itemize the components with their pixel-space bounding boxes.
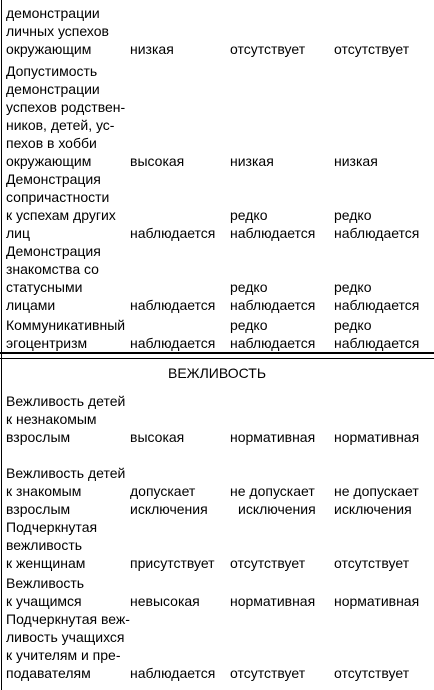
- cell-text: наблюдается: [130, 335, 216, 351]
- label-line: Коммуникативный: [6, 317, 126, 333]
- label-line: лиц: [6, 225, 31, 241]
- cell-text: редко: [230, 207, 268, 223]
- row-label: [6, 4, 130, 58]
- cell-tatar: [130, 224, 230, 242]
- cell-text: редко: [334, 279, 372, 295]
- cell-text: нормативная: [230, 429, 316, 445]
- cell-text: наблюдается: [230, 297, 316, 313]
- row-label: [6, 574, 130, 610]
- cell-russian: [230, 206, 334, 242]
- label-line: вежливость: [6, 537, 83, 553]
- cell-text: наблюдается: [334, 225, 420, 241]
- cell-text: нормативная: [230, 593, 316, 609]
- cell-tatar: [130, 592, 230, 610]
- cell-russian: [230, 278, 334, 314]
- table-row: [0, 170, 434, 242]
- cell-text: редко: [230, 317, 268, 333]
- label-line: ников, детей, ус-: [6, 117, 115, 133]
- cell-text: редко: [230, 279, 268, 295]
- label-line: личных успехов: [6, 23, 109, 39]
- cell-text: наблюдается: [230, 335, 316, 351]
- label-line: к знакомым: [6, 483, 82, 499]
- cell-text: отсутствует: [334, 41, 410, 57]
- table-row: [0, 242, 434, 314]
- cell-text: низкая: [130, 41, 174, 57]
- label-line: к учащимся: [6, 593, 82, 609]
- label-line: к женщинам: [6, 555, 86, 571]
- table-row: [0, 316, 434, 352]
- label-line: к успехам других: [6, 207, 116, 223]
- label-line: сопричастности: [6, 189, 110, 205]
- cell-text: исключения: [334, 501, 412, 517]
- cell-other: [334, 482, 434, 518]
- label-line: Допустимость: [6, 63, 98, 79]
- cell-other: [334, 40, 434, 58]
- cell-russian: [230, 554, 334, 572]
- cell-other: [334, 664, 434, 682]
- cell-russian: [230, 592, 334, 610]
- cell-text: наблюдается: [130, 225, 216, 241]
- cell-text: низкая: [230, 153, 274, 169]
- cell-russian: [230, 428, 334, 446]
- label-line: демонстрации: [6, 5, 100, 21]
- label-line: Подчеркнутая веж-: [6, 611, 130, 627]
- cell-tatar: [130, 554, 230, 572]
- cell-other: [334, 428, 434, 446]
- cell-text: присутствует: [130, 555, 215, 571]
- label-line: успехов родствен-: [6, 99, 126, 115]
- row-label: [6, 62, 130, 170]
- label-line: взрослым: [6, 501, 71, 517]
- cell-russian: [230, 316, 334, 352]
- cell-text: исключения: [238, 501, 316, 517]
- label-line: окружающим: [6, 153, 92, 169]
- label-line: пехов в хобби: [6, 135, 97, 151]
- cell-russian: [230, 482, 334, 518]
- label-line: Демонстрация: [6, 243, 101, 259]
- label-line: к учителям и пре-: [6, 647, 121, 663]
- cell-text: допускает: [130, 483, 196, 499]
- cell-tatar: [130, 428, 230, 446]
- label-line: ливость учащихся: [6, 629, 125, 645]
- cell-text: невысокая: [130, 593, 200, 609]
- cell-text: наблюдается: [334, 297, 420, 313]
- cell-russian: [230, 152, 334, 170]
- cell-russian: [230, 664, 334, 682]
- cell-text: редко: [334, 317, 372, 333]
- cell-text: наблюдается: [130, 297, 216, 313]
- row-label: [6, 170, 130, 242]
- cell-text: редко: [334, 207, 372, 223]
- cell-text: не допускает: [334, 483, 419, 499]
- label-line: знакомства со: [6, 261, 99, 277]
- table-row: [0, 574, 434, 610]
- row-label: [6, 392, 130, 446]
- cell-text: отсутствует: [230, 555, 306, 571]
- cell-text: отсутствует: [230, 665, 306, 681]
- table-row: [0, 518, 434, 572]
- label-line: Демонстрация: [6, 171, 101, 187]
- label-line: взрослым: [6, 429, 71, 445]
- table-row: [0, 610, 434, 682]
- row-label: [6, 464, 130, 518]
- section-divider-thin: [0, 358, 434, 359]
- table-row: [0, 392, 434, 446]
- cell-tatar: [130, 152, 230, 170]
- cell-text: не допускает: [230, 483, 315, 499]
- row-label: [6, 316, 130, 352]
- cell-text: наблюдается: [230, 225, 316, 241]
- label-line: демонстрации: [6, 81, 100, 97]
- row-label: [6, 518, 130, 572]
- cell-other: [334, 316, 434, 352]
- cell-text: отсутствует: [334, 665, 410, 681]
- table-row: [0, 4, 434, 58]
- cell-tatar: [130, 296, 230, 314]
- label-line: эгоцентризм: [6, 335, 88, 351]
- table-row: [0, 464, 434, 518]
- table-row: [0, 62, 434, 170]
- cell-tatar: [130, 664, 230, 682]
- cell-russian: [230, 40, 334, 58]
- section-divider-thick: [0, 352, 434, 354]
- cell-other: [334, 206, 434, 242]
- cell-other: [334, 592, 434, 610]
- cell-text: высокая: [130, 153, 185, 169]
- label-line: Вежливость детей: [6, 465, 126, 481]
- cell-tatar: [130, 334, 230, 352]
- cell-other: [334, 278, 434, 314]
- cell-text: нормативная: [334, 593, 420, 609]
- row-label: [6, 242, 130, 314]
- label-line: к незнакомым: [6, 411, 97, 427]
- label-line: окружающим: [6, 41, 92, 57]
- cell-text: низкая: [334, 153, 378, 169]
- row-label: [6, 610, 130, 682]
- cell-other: [334, 554, 434, 572]
- label-line: Подчеркнутая: [6, 519, 98, 535]
- section-title: ВЕЖЛИВОСТЬ: [168, 365, 266, 381]
- cell-tatar: [130, 482, 230, 518]
- label-line: статусными: [6, 279, 83, 295]
- cell-text: высокая: [130, 429, 185, 445]
- cell-text: исключения: [130, 501, 208, 517]
- label-line: подавателям: [6, 665, 91, 681]
- cell-text: отсутствует: [334, 555, 410, 571]
- label-line: Вежливость детей: [6, 393, 126, 409]
- cell-text: наблюдается: [130, 665, 216, 681]
- cell-other: [334, 152, 434, 170]
- cell-tatar: [130, 40, 230, 58]
- label-line: Вежливость: [6, 575, 85, 591]
- cell-text: отсутствует: [230, 41, 306, 57]
- label-line: лицами: [6, 297, 56, 313]
- cell-text: нормативная: [334, 429, 420, 445]
- cell-text: наблюдается: [334, 335, 420, 351]
